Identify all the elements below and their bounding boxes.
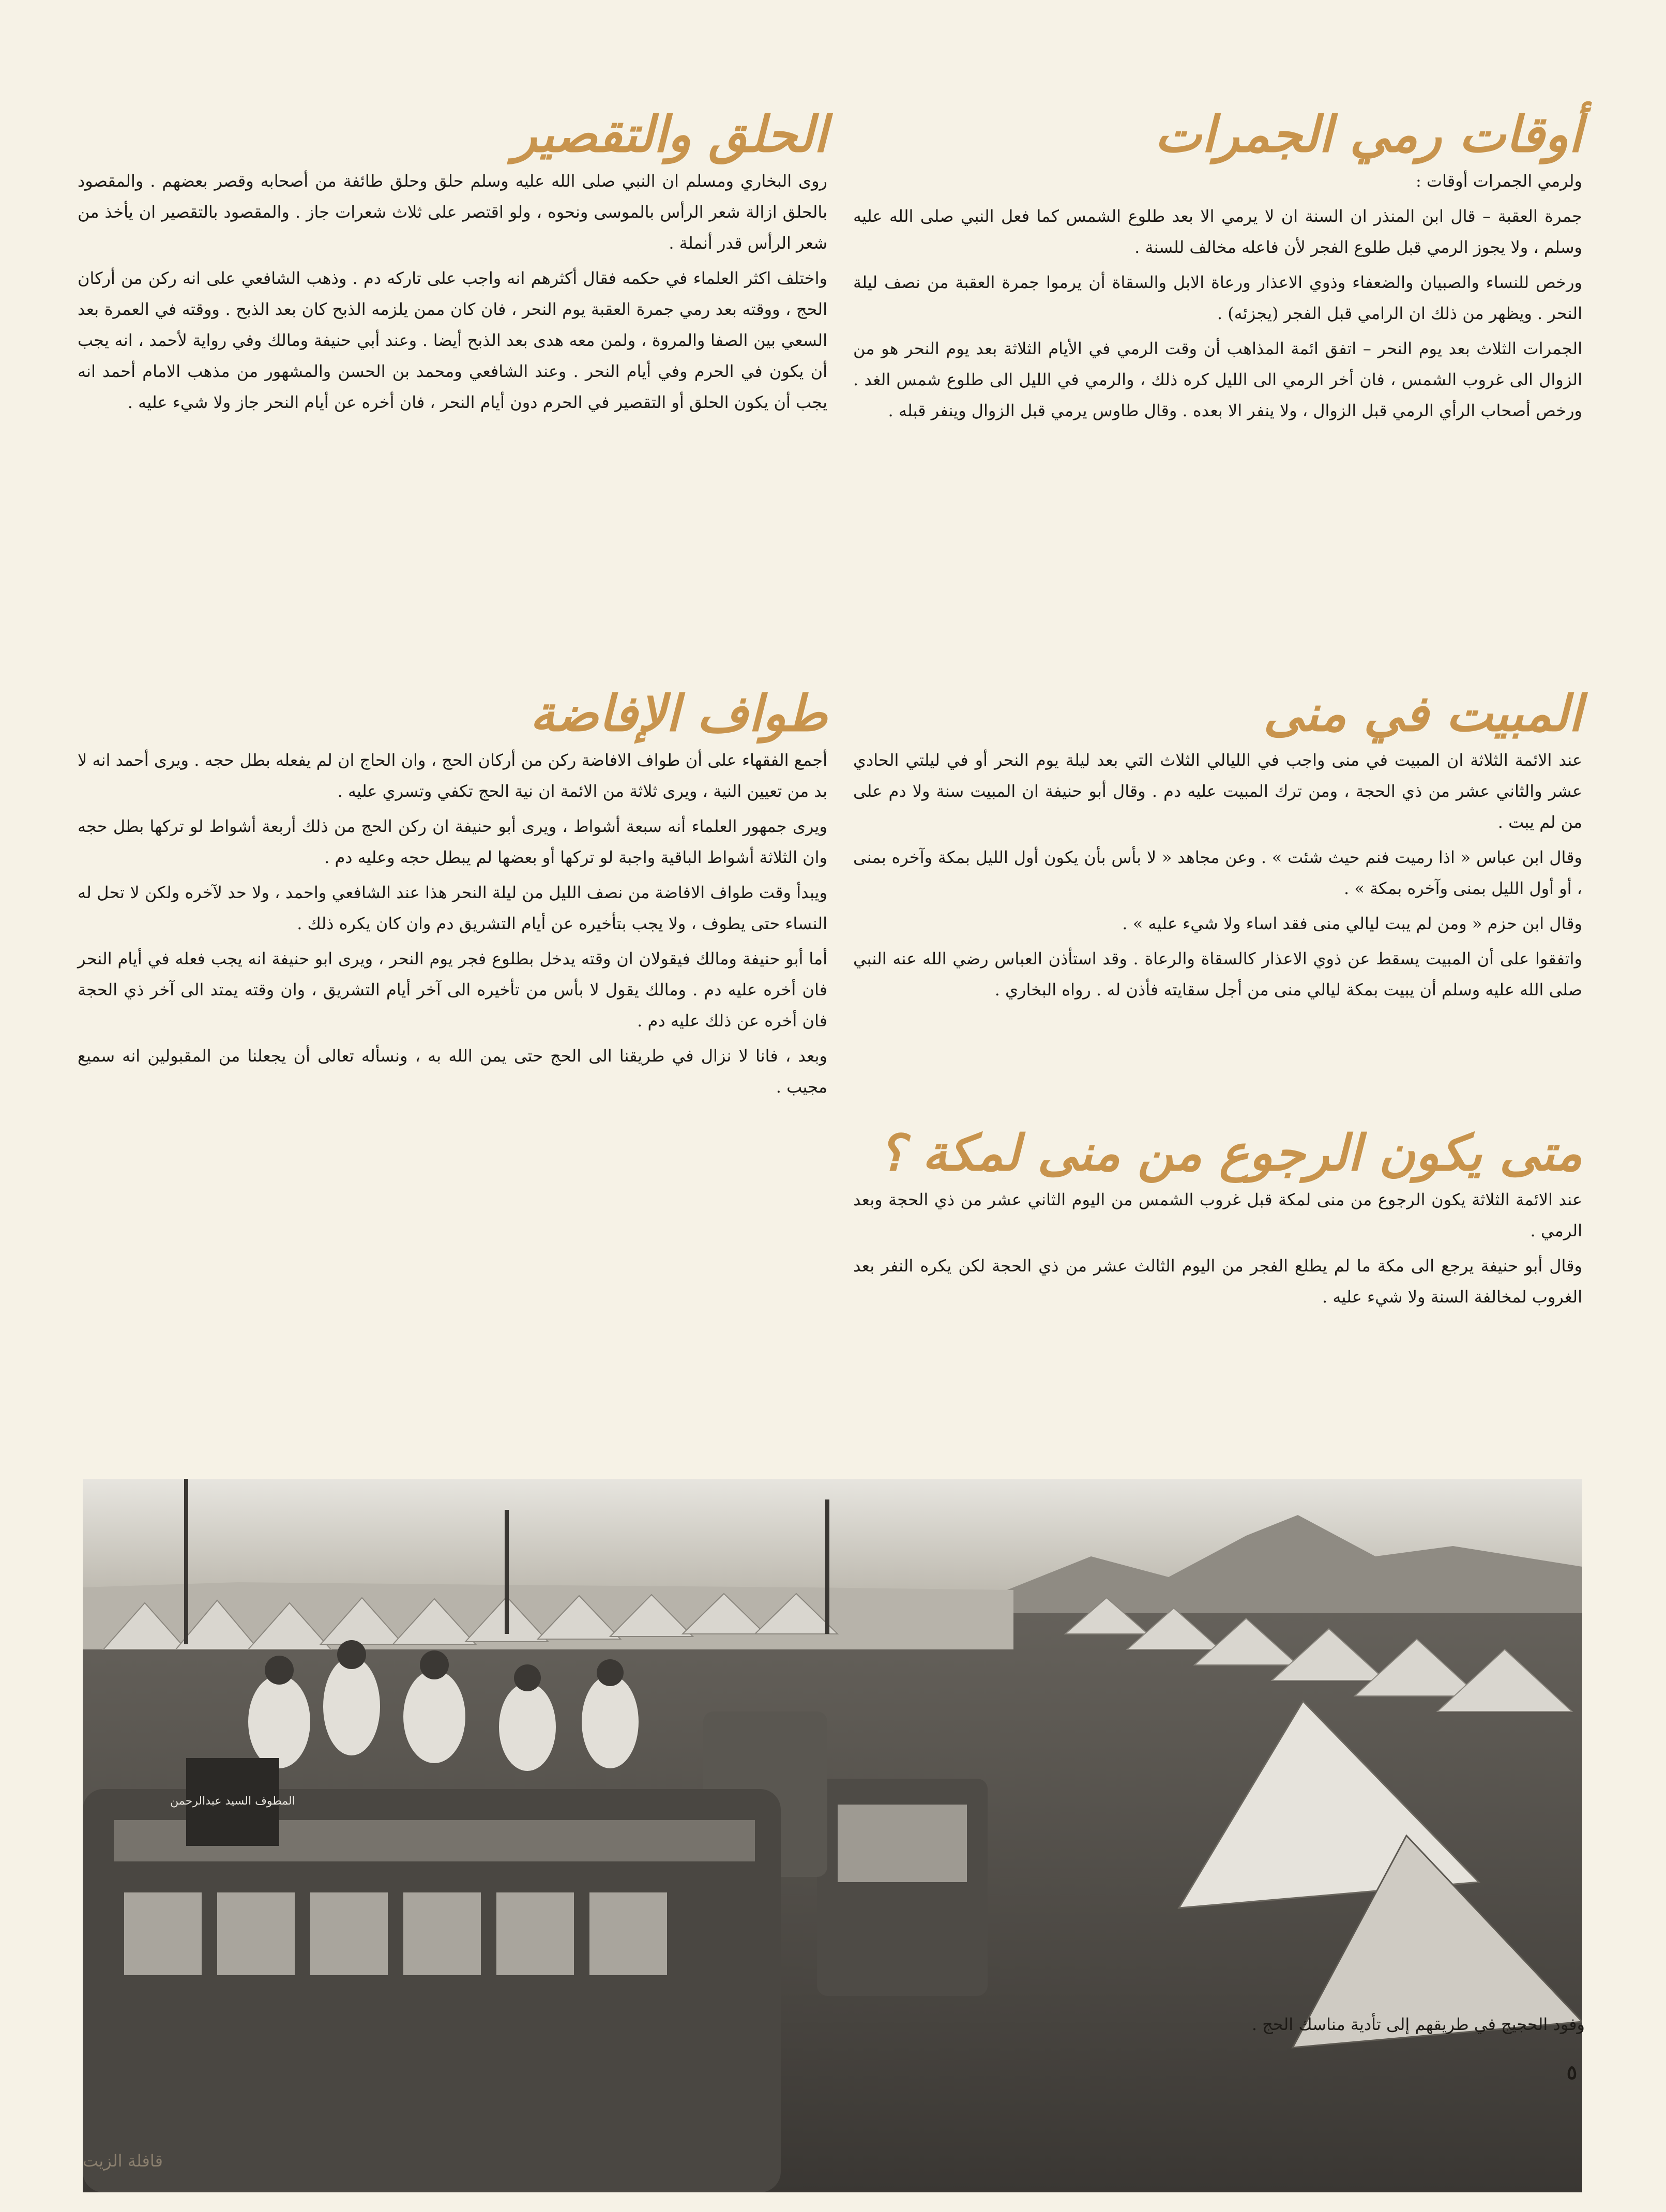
page-number: ٥	[1566, 2061, 1578, 2084]
paragraph: ويرى جمهور العلماء أنه سبعة أشواط ، ويرى أبو حنيفة ان ركن الحج من ذلك أربعة أشواط لو تركها بطل حجه وان الثلاثة أشواط الباقية واجبة لو تركها أو بعضها لم يبطل حجه وعليه دم .	[78, 816, 827, 867]
paragraph: جمرة العقبة – قال ابن المنذر ان السنة ان لا يرمي الا بعد طلوع الشمس كما فعل النبي صلى الله عليه وسلم ، ولا يجوز الرمي قبل طلوع الفجر لأن فاعله مخالف للسنة .	[853, 206, 1582, 257]
magazine-name: قافلة الزيت	[83, 2151, 163, 2171]
sign-text: المطوف السيد عبدالرحمن	[170, 1795, 295, 1808]
paragraph: ولرمي الجمرات أوقات :	[1416, 171, 1582, 191]
photo-illustration	[83, 1479, 1582, 2192]
paragraph: أما أبو حنيفة ومالك فيقولان ان وقته يدخل بطلوع فجر يوم النحر ، ويرى ابو حنيفة انه يجب فعله في أيام النحر فان أخره عليه دم . ومالك يقول لا بأس من تأخيره الى آخر أيام التشريق ، وان وقته يمتد الى آخر ذي الحجة فان أخره عن ذلك عليه دم .	[78, 949, 828, 1031]
paragraph: عند الائمة الثلاثة يكون الرجوع من منى لمكة قبل غروب الشمس من اليوم الثاني عشر من ذي الحجة وبعد الرمي .	[853, 1190, 1582, 1240]
hajj-convoy-photo	[83, 1479, 1582, 2192]
section-mabit-mina	[853, 683, 1582, 1009]
paragraph: أجمع الفقهاء على أن طواف الافاضة ركن من أركان الحج ، وان الحاج ان لم يفعله بطل حجه . ويرى أحمد انه لا بد من تعيين النية ، ويرى ثلاثة من الائمة ان نية الحج تكفي وتسري عليه .	[78, 750, 828, 801]
section-heading: أوقات رمي الجمرات	[1155, 105, 1582, 163]
section-jamarat	[853, 103, 1582, 430]
paragraph: وقال أبو حنيفة يرجع الى مكة ما لم يطلع الفجر من اليوم الثالث عشر من ذي الحجة لكن يكره النفر بعد الغروب لمخالفة السنة ولا شيء عليه .	[853, 1256, 1583, 1307]
section-heading: الحلق والتقصير	[512, 105, 827, 163]
paragraph: ويبدأ وقت طواف الافاضة من نصف الليل من ليلة النحر هذا عند الشافعي واحمد ، ولا حد لآخره ولكن لا تحل له النساء حتى يطوف ، ولا يجب بتأخيره عن أيام التشريق دم وان كان يكره ذلك .	[78, 883, 827, 933]
paragraph: روى البخاري ومسلم ان النبي صلى الله عليه وسلم حلق وحلق طائفة من أصحابه وقصر بعضهم . والمقصود بالحلق ازالة شعر الرأس بالموسى ونحوه ، ولو اقتصر على ثلاث شعرات جاز . والمقصود بالتقصير ان يأخذ من شعر الرأس قدر أنملة .	[78, 171, 827, 253]
section-heading: المبيت في منى	[1263, 684, 1582, 743]
paragraph: واختلف اكثر العلماء في حكمه فقال أكثرهم انه واجب على تاركه دم . وذهب الشافعي على انه ركن من أركان الحج ، ووقته بعد رمي جمرة العقبة يوم النحر ، فان كان ممن يلزمه الذبح كان بعد الذبح . ووقته في العمرة بعد السعي بين الصفا والمروة ، ولمن معه هدى بعد الذبح أيضا . وعند أبي حنيفة ومالك وفي رواية لأحمد ، انه يجب أن يكون في الحرم وفي أيام النحر . وعند الشافعي ومحمد بن الحسن والمشهور من مذهب الامام أحمد انه يجب أن يكون الحلق أو التقصير في الحرم دون أيام النحر ، فان أخره عن أيام النحر جاز ولا شيء عليه .	[78, 268, 828, 412]
section-heading: طواف الإفاضة	[529, 684, 827, 743]
section-tawaf-ifada	[78, 683, 827, 1107]
section-heading: متى يكون الرجوع من منى لمكة ؟	[879, 1124, 1582, 1182]
paragraph: وقال ابن عباس « اذا رميت فنم حيث شئت » . وعن مجاهد « لا بأس بأن يكون أول الليل بمكة وآخره بمنى ، أو أول الليل بمنى وآخره بمكة » .	[853, 847, 1582, 898]
paragraph: عند الائمة الثلاثة ان المبيت في منى واجب في الليالي الثلاث التي بعد ليلة يوم النحر أو في ليلتي الحادي عشر والثاني عشر من ذي الحجة ، ومن ترك المبيت عليه دم . وقال أبو حنيفة ان المبيت سنة ولا دم على من لم يبت .	[853, 750, 1582, 832]
photo-caption: وفود الحجيج في طريقهم إلى تأدية مناسك الحج .	[1251, 2014, 1585, 2034]
paragraph: وبعد ، فانا لا نزال في طريقنا الى الحج حتى يمن الله به ، ونسأله تعالى أن يجعلنا من المقبولين انه سميع مجيب .	[78, 1046, 827, 1097]
paragraph: واتفقوا على أن المبيت يسقط عن ذوي الاعذار كالسقاة والرعاة . وقد استأذن العباس رضي الله عنه النبي صلى الله عليه وسلم أن يبيت بمكة ليالي منى من أجل سقايته فأذن له . رواه البخاري .	[853, 949, 1582, 999]
paragraph: ورخص للنساء والصبيان والضعفاء وذوي الاعذار ورعاة الابل والسقاة أن يرموا جمرة العقبة من نصف ليلة النحر . ويظهر من ذلك ان الرامي قبل الفجر (يجزئه) .	[853, 272, 1582, 323]
section-halq-taqsir	[78, 103, 827, 422]
paragraph: الجمرات الثلاث بعد يوم النحر – اتفق ائمة المذاهب أن وقت الرمي في الأيام الثلاثة بعد يوم النحر هو من الزوال الى غروب الشمس ، فان أخر الرمي الى الليل كره ذلك ، والرمي في الليل الى طلوع شمس الغد . ورخص أصحاب الرأي الرمي قبل الزوال ، ولا ينفر الا بعده . وقال طاوس يرمي قبل الزوال وينفر قبله .	[853, 339, 1583, 420]
paragraph: وقال ابن حزم « ومن لم يبت ليالي منى فقد اساء ولا شيء عليه » .	[1122, 914, 1582, 933]
section-return-makkah	[853, 1122, 1582, 1316]
